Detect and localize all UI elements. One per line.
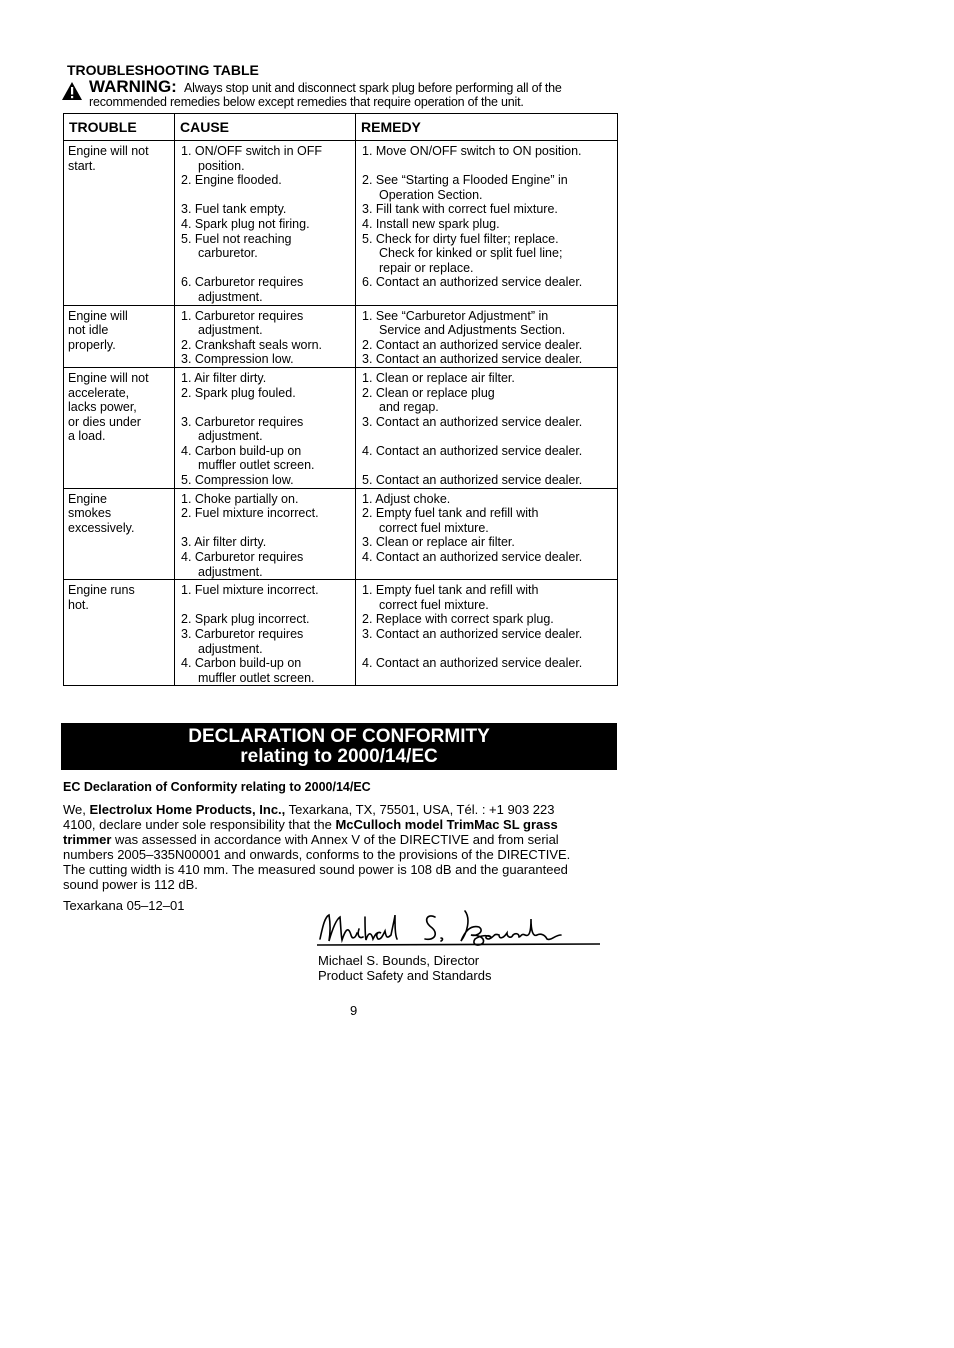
remedy-line (362, 642, 613, 657)
remedy-line (362, 458, 613, 473)
cause-line: adjustment. (198, 641, 263, 656)
warning-triangle-icon (61, 81, 83, 101)
header-trouble: TROUBLE (64, 114, 175, 141)
declaration-body-line (63, 847, 603, 862)
declaration-text: We, (63, 802, 90, 817)
cause-line: 1. Choke partially on. (181, 491, 299, 506)
remedy-line: 2. Empty fuel tank and refill with (362, 506, 539, 521)
cause-line (181, 188, 351, 203)
warning-label: WARNING: (89, 77, 177, 96)
remedy-line (362, 429, 613, 444)
table-row (64, 367, 618, 488)
trouble-line: not idle (68, 323, 109, 338)
remedy-line: 1. Clean or replace air filter. (362, 370, 515, 385)
declaration-bold-text: Electrolux Home Products, Inc., (89, 802, 286, 817)
declaration-text: sound power is 112 dB. (63, 877, 198, 892)
cause-line: 1. Fuel mixture incorrect. (181, 583, 319, 598)
table-row (64, 305, 618, 367)
table-row (64, 580, 618, 686)
page-number: 9 (350, 1003, 358, 1018)
cause-line: adjustment. (198, 323, 263, 338)
remedy-line: 4. Contact an authorized service dealer. (362, 550, 583, 565)
declaration-banner-subtitle: relating to 2000/14/EC (240, 746, 438, 767)
remedy-cell (356, 367, 618, 488)
cause-line: 1. Carburetor requires (181, 308, 304, 323)
remedy-line: repair or replace. (379, 260, 474, 275)
trouble-cell (64, 580, 175, 686)
signer-title: Product Safety and Standards (318, 968, 492, 983)
cause-line: adjustment. (198, 429, 263, 444)
cause-line: 1. Air filter dirty. (181, 370, 267, 385)
declaration-text: was assessed in accordance with Annex V of the DIRECTIVE and from serial (111, 832, 559, 847)
trouble-line: Engine will not (68, 370, 149, 385)
remedy-line: Operation Section. (379, 187, 483, 202)
declaration-bold-text: McCulloch model TrimMac SL grass (335, 817, 558, 832)
remedy-cell (356, 305, 618, 367)
remedy-line: 4. Contact an authorized service dealer. (362, 443, 583, 458)
declaration-body-line (63, 877, 603, 892)
cause-line: muffler outlet screen. (198, 458, 315, 473)
cause-line: 6. Carburetor requires (181, 275, 304, 290)
remedy-line: 1. Move ON/OFF switch to ON position. (362, 144, 582, 158)
declaration-text: numbers 2005–335N00001 and onwards, conforms to the provisions of the DIRECTIVE. (63, 847, 571, 862)
remedy-line: Check for kinked or split fuel line; (379, 246, 563, 261)
remedy-line: 3. Contact an authorized service dealer. (362, 352, 583, 367)
declaration-text: The cutting width is 410 mm. The measured sound power is 108 dB and the guaranteed (63, 862, 568, 877)
cause-line (181, 400, 351, 415)
trouble-line: excessively. (68, 520, 135, 535)
cause-line: adjustment. (198, 289, 263, 304)
remedy-line: correct fuel mixture. (379, 597, 489, 612)
warning-text-line-1: Always stop unit and disconnect spark plug before performing all of the (184, 81, 562, 95)
remedy-line (362, 159, 613, 174)
cause-line: 4. Carbon build-up on (181, 656, 302, 671)
remedy-line: 2. See “Starting a Flooded Engine” in (362, 173, 568, 188)
remedy-line: 3. Contact an authorized service dealer. (362, 627, 583, 641)
place-and-date: Texarkana 05–12–01 (63, 898, 185, 913)
cause-line (181, 521, 351, 536)
remedy-line: 3. Contact an authorized service dealer. (362, 414, 583, 429)
declaration-body-line (63, 802, 603, 817)
trouble-line: smokes (68, 506, 112, 521)
remedy-line: 3. Clean or replace air filter. (362, 535, 515, 550)
trouble-line: or dies under (68, 414, 141, 429)
cause-line: 5. Compression low. (181, 473, 294, 488)
remedy-line: 2. Clean or replace plug (362, 385, 495, 400)
cause-line: 2. Fuel mixture incorrect. (181, 506, 319, 521)
declaration-text: Texarkana, TX, 75501, USA, Tél. : +1 903 223 (285, 802, 555, 817)
remedy-line: correct fuel mixture. (379, 520, 489, 535)
remedy-cell (356, 141, 618, 306)
trouble-line: accelerate, (68, 385, 130, 400)
cause-cell (175, 488, 356, 580)
trouble-line: Engine runs (68, 583, 135, 598)
declaration-banner (61, 723, 617, 770)
trouble-line: Engine (68, 491, 107, 506)
remedy-line: 1. See “Carburetor Adjustment” in (362, 308, 549, 323)
cause-line: carburetor. (198, 246, 258, 261)
trouble-line: Engine will (68, 308, 128, 323)
cause-line: 5. Fuel not reaching (181, 231, 292, 246)
header-remedy: REMEDY (356, 114, 618, 141)
remedy-line: and regap. (379, 400, 439, 415)
remedy-line: 4. Contact an authorized service dealer. (362, 656, 583, 671)
trouble-cell (64, 367, 175, 488)
remedy-line: 4. Install new spark plug. (362, 216, 500, 231)
remedy-line: 3. Fill tank with correct fuel mixture. (362, 202, 558, 217)
cause-line: 2. Crankshaft seals worn. (181, 337, 323, 352)
cause-line: 3. Air filter dirty. (181, 535, 267, 550)
table-header-row (64, 114, 618, 141)
remedy-line: 2. Contact an authorized service dealer. (362, 337, 583, 352)
cause-line: position. (198, 158, 245, 173)
troubleshooting-title: TROUBLESHOOTING TABLE (67, 62, 259, 78)
trouble-line: hot. (68, 597, 89, 612)
cause-line: 3. Compression low. (181, 352, 294, 367)
signer-block (318, 953, 491, 983)
cause-line: 4. Carburetor requires (181, 550, 304, 565)
trouble-cell (64, 488, 175, 580)
header-cause: CAUSE (175, 114, 356, 141)
trouble-line: properly. (68, 337, 116, 352)
signer-name: Michael S. Bounds, Director (318, 953, 480, 968)
cause-line: 2. Engine flooded. (181, 173, 282, 188)
declaration-bold-text: trimmer (63, 832, 112, 847)
remedy-cell (356, 580, 618, 686)
declaration-banner-title: DECLARATION OF CONFORMITY (188, 726, 490, 747)
cause-line: 2. Spark plug incorrect. (181, 612, 310, 627)
cause-line: 4. Carbon build-up on (181, 443, 302, 458)
signature-image (315, 905, 605, 953)
table-row (64, 488, 618, 580)
remedy-line: 1. Adjust choke. (362, 491, 451, 506)
remedy-cell (356, 488, 618, 580)
ec-declaration-heading: EC Declaration of Conformity relating to 2000/14/EC (63, 780, 371, 794)
ec-declaration-body (63, 802, 603, 892)
declaration-body-line (63, 817, 603, 832)
table-row (64, 141, 618, 306)
cause-line: muffler outlet screen. (198, 670, 315, 685)
cause-line: 3. Carburetor requires (181, 414, 304, 429)
cause-line (181, 261, 351, 276)
cause-line: adjustment. (198, 564, 263, 579)
remedy-line: Service and Adjustments Section. (379, 323, 566, 338)
cause-line: 1. ON/OFF switch in OFF (181, 144, 322, 158)
remedy-line: 2. Replace with correct spark plug. (362, 612, 554, 627)
remedy-line: 5. Check for dirty fuel filter; replace. (362, 231, 559, 246)
trouble-line: start. (68, 158, 96, 173)
cause-line: 3. Fuel tank empty. (181, 202, 287, 217)
cause-cell (175, 367, 356, 488)
troubleshooting-table (63, 113, 618, 686)
cause-line (181, 598, 351, 613)
cause-line: 2. Spark plug fouled. (181, 385, 296, 400)
trouble-cell (64, 305, 175, 367)
remedy-line: 1. Empty fuel tank and refill with (362, 583, 539, 598)
trouble-line: lacks power, (68, 400, 137, 415)
cause-line: 4. Spark plug not firing. (181, 216, 310, 231)
declaration-body-line (63, 862, 603, 877)
declaration-text: 4100, declare under sole responsibility that the (63, 817, 336, 832)
cause-line: 3. Carburetor requires (181, 627, 304, 641)
trouble-line: Engine will not (68, 144, 149, 158)
warning-text-line-2: recommended remedies below except remedies that require operation of the unit. (89, 95, 524, 109)
trouble-line: a load. (68, 429, 106, 444)
remedy-line: 6. Contact an authorized service dealer. (362, 275, 583, 290)
cause-cell (175, 580, 356, 686)
declaration-body-line (63, 832, 603, 847)
cause-cell (175, 141, 356, 306)
cause-cell (175, 305, 356, 367)
remedy-line: 5. Contact an authorized service dealer. (362, 473, 583, 488)
trouble-cell (64, 141, 175, 306)
